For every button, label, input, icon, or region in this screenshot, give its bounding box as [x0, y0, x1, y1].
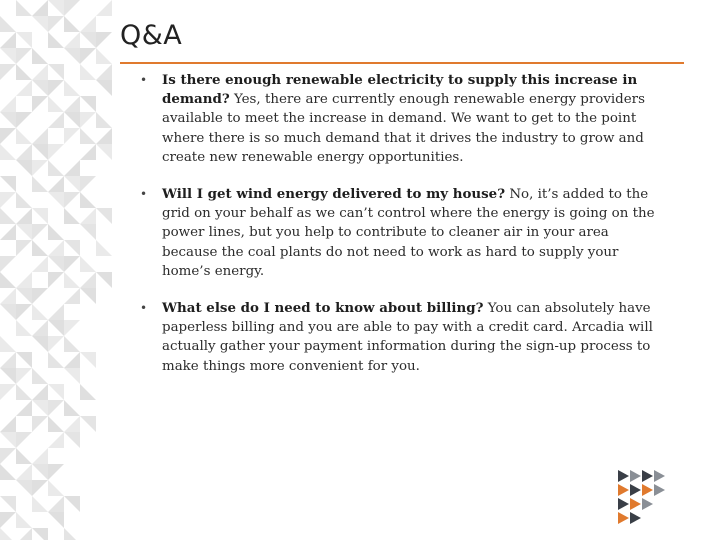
pattern-triangle — [64, 32, 80, 48]
pattern-triangle — [0, 96, 16, 112]
pattern-triangle — [0, 208, 16, 224]
logo-chevron — [642, 484, 653, 496]
pattern-triangle — [64, 256, 80, 272]
pattern-triangle — [32, 464, 48, 480]
pattern-triangle — [64, 320, 80, 336]
pattern-triangle — [48, 304, 64, 320]
logo-chevron — [654, 484, 665, 496]
bullet-icon: • — [140, 187, 148, 202]
pattern-triangle — [0, 304, 16, 320]
pattern-triangle — [32, 368, 48, 384]
qa-question: Is there enough renewable electricity to supply this increase in demand? — [162, 72, 638, 108]
pattern-triangle — [80, 384, 96, 400]
pattern-triangle — [64, 128, 80, 144]
pattern-triangle — [16, 528, 32, 540]
pattern-triangle — [32, 416, 48, 432]
pattern-triangle — [80, 272, 96, 288]
pattern-triangle — [64, 432, 80, 448]
qa-answer: No, it’s added to the grid on your behalf as we can’t control where the energy is going on the power lines, but you help to contribute to cleaner air in your area because the coal plants do not need to work as hard to supply your home’s energy. — [162, 187, 655, 279]
pattern-triangle — [80, 16, 96, 32]
pattern-triangle — [64, 336, 80, 352]
pattern-triangle — [32, 48, 48, 64]
pattern-triangle — [96, 128, 112, 144]
pattern-triangle — [16, 112, 32, 128]
pattern-triangle — [48, 80, 64, 96]
pattern-triangle — [32, 496, 48, 512]
pattern-triangle — [32, 400, 48, 416]
pattern-triangle — [80, 192, 96, 208]
pattern-triangle — [16, 128, 32, 144]
pattern-triangle — [64, 208, 80, 224]
pattern-triangle — [32, 80, 48, 96]
qa-item — [140, 299, 660, 376]
pattern-triangle — [16, 304, 32, 320]
pattern-triangle — [64, 176, 80, 192]
logo-chevron — [618, 512, 629, 524]
pattern-triangle — [16, 208, 32, 224]
logo-chevron — [642, 498, 653, 510]
pattern-triangle — [16, 432, 32, 448]
pattern-triangle — [80, 176, 96, 192]
pattern-triangle — [32, 528, 48, 540]
title-divider — [120, 62, 684, 64]
pattern-triangle — [80, 32, 96, 48]
pattern-triangle — [96, 64, 112, 80]
pattern-triangle — [48, 320, 64, 336]
pattern-triangle — [16, 64, 32, 80]
pattern-triangle — [48, 464, 64, 480]
pattern-triangle — [0, 448, 16, 464]
pattern-triangle — [64, 416, 80, 432]
pattern-triangle — [0, 144, 16, 160]
pattern-triangle — [32, 240, 48, 256]
logo-chevron — [630, 498, 641, 510]
pattern-triangle — [0, 192, 16, 208]
pattern-triangle — [16, 320, 32, 336]
qa-item — [140, 185, 660, 281]
pattern-triangle — [48, 400, 64, 416]
pattern-triangle — [96, 208, 112, 224]
pattern-triangle — [16, 80, 32, 96]
pattern-triangle — [0, 496, 16, 512]
pattern-triangle — [16, 384, 32, 400]
pattern-triangle — [64, 496, 80, 512]
pattern-triangle — [32, 448, 48, 464]
pattern-triangle — [48, 16, 64, 32]
pattern-triangle — [32, 480, 48, 496]
pattern-triangle — [48, 112, 64, 128]
pattern-triangle — [0, 272, 16, 288]
pattern-triangle — [48, 96, 64, 112]
pattern-triangle — [64, 352, 80, 368]
pattern-triangle — [48, 416, 64, 432]
pattern-triangle — [80, 48, 96, 64]
pattern-triangle — [48, 32, 64, 48]
pattern-triangle — [0, 32, 16, 48]
logo-chevron — [618, 470, 629, 482]
pattern-triangle — [16, 48, 32, 64]
logo-chevron — [618, 498, 629, 510]
pattern-triangle — [0, 16, 16, 32]
pattern-triangle — [48, 176, 64, 192]
pattern-triangle — [32, 256, 48, 272]
pattern-triangle — [48, 272, 64, 288]
pattern-triangle — [64, 528, 80, 540]
pattern-triangle — [64, 48, 80, 64]
pattern-triangle — [80, 144, 96, 160]
logo-chevron — [654, 470, 665, 482]
pattern-triangle — [48, 224, 64, 240]
pattern-triangle — [96, 48, 112, 64]
pattern-triangle — [48, 160, 64, 176]
pattern-triangle — [80, 112, 96, 128]
pattern-triangle — [0, 112, 16, 128]
pattern-triangle — [0, 464, 16, 480]
pattern-triangle — [32, 384, 48, 400]
pattern-triangle — [96, 80, 112, 96]
pattern-triangle — [16, 368, 32, 384]
pattern-triangle — [0, 256, 16, 272]
pattern-triangle — [96, 144, 112, 160]
pattern-triangle — [0, 368, 16, 384]
pattern-triangle — [48, 352, 64, 368]
pattern-triangle — [16, 400, 32, 416]
pattern-triangle — [96, 32, 112, 48]
pattern-triangle — [48, 384, 64, 400]
pattern-triangle — [0, 224, 16, 240]
pattern-triangle — [0, 128, 16, 144]
pattern-triangle — [32, 336, 48, 352]
logo-chevron — [630, 470, 641, 482]
logo-chevron — [642, 470, 653, 482]
qa-question: Will I get wind energy delivered to my house? — [162, 186, 506, 203]
pattern-triangle — [16, 144, 32, 160]
arcadia-chevron-logo-icon — [618, 470, 670, 526]
pattern-triangle — [48, 0, 64, 16]
pattern-triangle — [80, 256, 96, 272]
bullet-icon: • — [140, 301, 148, 316]
pattern-triangle — [16, 352, 32, 368]
pattern-triangle — [16, 32, 32, 48]
pattern-triangle — [64, 368, 80, 384]
pattern-triangle — [16, 240, 32, 256]
pattern-triangle — [0, 352, 16, 368]
pattern-triangle — [16, 0, 32, 16]
logo-chevron — [630, 484, 641, 496]
pattern-triangle — [0, 288, 16, 304]
pattern-triangle — [0, 512, 16, 528]
pattern-triangle — [80, 224, 96, 240]
pattern-triangle — [48, 496, 64, 512]
pattern-triangle — [64, 192, 80, 208]
pattern-triangle — [16, 512, 32, 528]
pattern-triangle — [80, 416, 96, 432]
pattern-triangle — [32, 176, 48, 192]
pattern-triangle — [32, 64, 48, 80]
pattern-triangle — [64, 400, 80, 416]
page-title: Q&A — [120, 20, 183, 51]
pattern-triangle — [80, 352, 96, 368]
pattern-triangle — [96, 112, 112, 128]
pattern-triangle — [64, 80, 80, 96]
logo-chevron — [630, 512, 641, 524]
pattern-triangle — [48, 144, 64, 160]
geometric-pattern-decoration — [0, 0, 112, 540]
pattern-triangle — [48, 256, 64, 272]
pattern-triangle — [96, 240, 112, 256]
pattern-triangle — [0, 384, 16, 400]
pattern-triangle — [32, 0, 48, 16]
pattern-triangle — [64, 112, 80, 128]
pattern-triangle — [16, 480, 32, 496]
pattern-triangle — [16, 160, 32, 176]
pattern-triangle — [64, 0, 80, 16]
pattern-triangle — [0, 336, 16, 352]
pattern-triangle — [64, 160, 80, 176]
pattern-triangle — [48, 64, 64, 80]
pattern-triangle — [32, 96, 48, 112]
pattern-triangle — [48, 336, 64, 352]
pattern-triangle — [64, 96, 80, 112]
pattern-triangle — [64, 240, 80, 256]
pattern-triangle — [32, 304, 48, 320]
pattern-triangle — [16, 272, 32, 288]
pattern-triangle — [16, 464, 32, 480]
pattern-triangle — [80, 288, 96, 304]
pattern-triangle — [80, 64, 96, 80]
pattern-triangle — [64, 16, 80, 32]
pattern-triangle — [64, 288, 80, 304]
qa-item — [140, 71, 660, 167]
pattern-triangle — [16, 224, 32, 240]
pattern-triangle — [32, 320, 48, 336]
pattern-triangle — [16, 192, 32, 208]
pattern-triangle — [80, 128, 96, 144]
pattern-triangle — [0, 528, 16, 540]
pattern-triangle — [0, 416, 16, 432]
pattern-triangle — [16, 288, 32, 304]
pattern-triangle — [32, 16, 48, 32]
pattern-triangle — [0, 432, 16, 448]
qa-question: What else do I need to know about billing? — [162, 300, 484, 317]
qa-answer: You can absolutely have paperless billing and you are able to pay with a credit card. Arcadia will actually gather your payment information during the sign-up process to make things more convenient for you. — [162, 301, 653, 374]
pattern-triangle — [32, 160, 48, 176]
pattern-triangle — [64, 272, 80, 288]
pattern-triangle — [48, 512, 64, 528]
pattern-triangle — [80, 208, 96, 224]
pattern-triangle — [48, 240, 64, 256]
pattern-triangle — [32, 208, 48, 224]
pattern-triangle — [0, 176, 16, 192]
pattern-triangle — [32, 144, 48, 160]
pattern-triangle — [48, 192, 64, 208]
pattern-triangle — [32, 128, 48, 144]
pattern-triangle — [96, 272, 112, 288]
pattern-triangle — [80, 96, 96, 112]
qa-list — [140, 71, 660, 394]
logo-chevron — [618, 484, 629, 496]
pattern-triangle — [0, 64, 16, 80]
pattern-triangle — [96, 0, 112, 16]
pattern-triangle — [32, 288, 48, 304]
pattern-triangle — [48, 480, 64, 496]
pattern-triangle — [0, 48, 16, 64]
bullet-icon: • — [140, 73, 148, 87]
pattern-triangle — [48, 432, 64, 448]
pattern-triangle — [32, 224, 48, 240]
pattern-triangle — [16, 448, 32, 464]
qa-answer: Yes, there are currently enough renewable energy providers available to meet the increase in demand. We want to get to the point where there is so much demand that it drives the industry to grow and create new renewable energy opportunities. — [162, 92, 645, 165]
